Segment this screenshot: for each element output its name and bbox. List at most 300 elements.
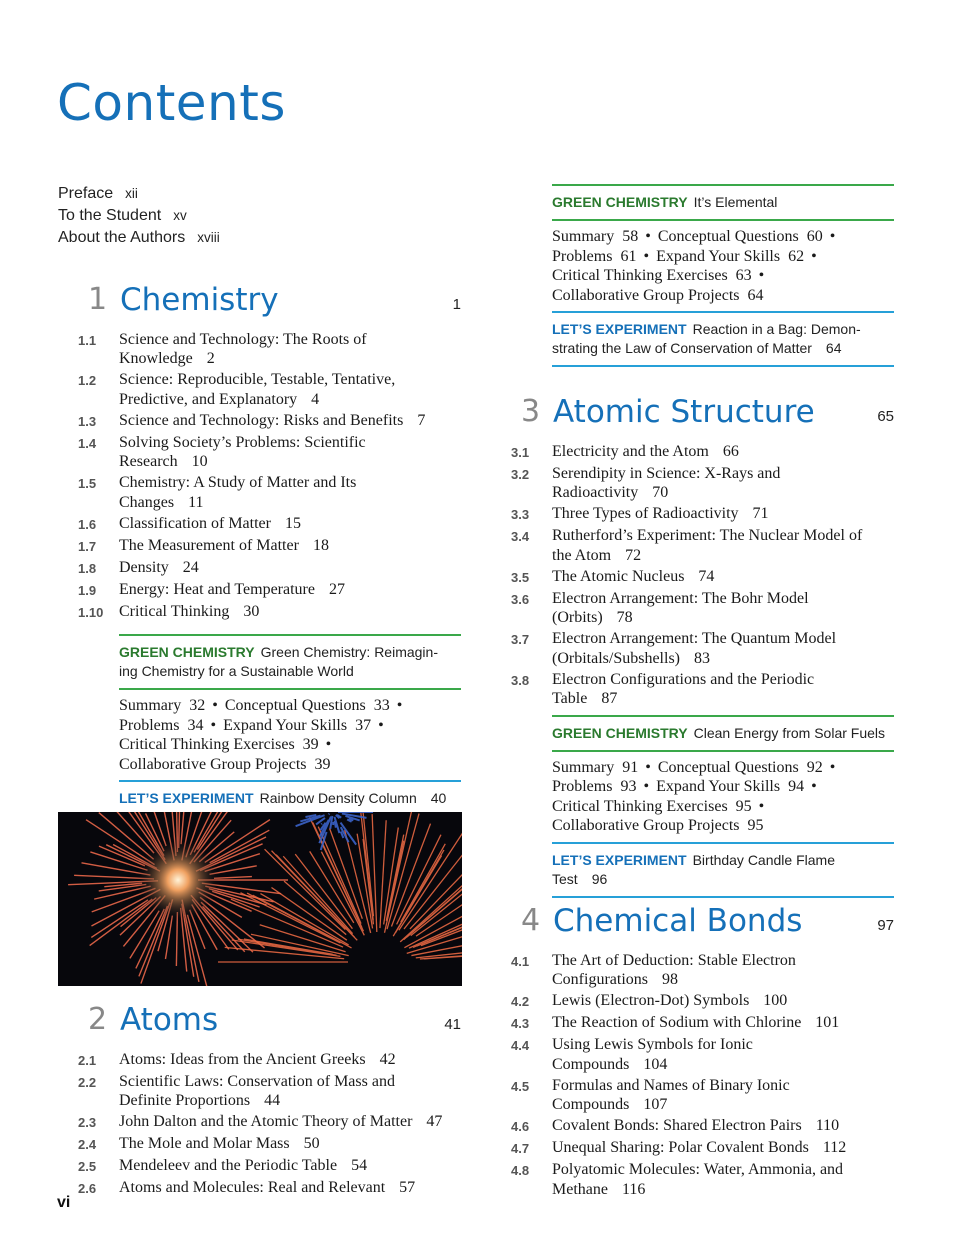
toc-section-row[interactable] bbox=[78, 1156, 461, 1177]
section-title-line: Definite Proportions bbox=[119, 1092, 251, 1109]
front-matter-item[interactable] bbox=[58, 227, 220, 249]
section-number: 1.8 bbox=[78, 560, 97, 576]
section-number: 4.1 bbox=[511, 953, 530, 969]
toc-section-row[interactable] bbox=[511, 670, 894, 709]
bullet-separator: • bbox=[758, 797, 765, 815]
chapter-title: Atomic Structure bbox=[553, 394, 815, 430]
summary-item-label[interactable]: Problems bbox=[552, 247, 613, 265]
section-title bbox=[552, 526, 894, 565]
bullet-separator: • bbox=[645, 758, 651, 776]
section-title-line: Science and Technology: The Roots of bbox=[119, 330, 367, 348]
section-page: 44 bbox=[264, 1092, 281, 1109]
section-title-line: Electricity and the Atom bbox=[552, 442, 709, 460]
chapter-number: 4 bbox=[521, 903, 541, 938]
bullet-separator: • bbox=[829, 228, 836, 245]
summary-item-page: 61 bbox=[620, 247, 637, 265]
section-title-line: Electron Arrangement: The Bohr Model bbox=[552, 589, 809, 607]
section-title bbox=[119, 1072, 461, 1111]
lets-experiment-title-line: strating the Law of Conservation of Matter bbox=[552, 340, 812, 356]
chapter-heading[interactable] bbox=[511, 394, 894, 440]
section-title-line: John Dalton and the Atomic Theory of Matter bbox=[119, 1113, 413, 1130]
toc-section-row[interactable] bbox=[511, 991, 894, 1012]
chapter-1-features bbox=[119, 634, 461, 817]
summary-item-label[interactable]: Expand Your Skills bbox=[656, 247, 781, 265]
lets-experiment-page: 40 bbox=[430, 790, 447, 806]
green-chemistry-box[interactable] bbox=[119, 634, 461, 688]
toc-section-row[interactable] bbox=[78, 580, 461, 601]
green-chemistry-box[interactable] bbox=[552, 184, 894, 219]
section-title bbox=[552, 1076, 894, 1115]
section-page: 11 bbox=[188, 493, 204, 511]
section-title-line: Energy: Heat and Temperature bbox=[119, 580, 315, 598]
section-number: 1.7 bbox=[78, 538, 97, 554]
section-title bbox=[119, 411, 461, 432]
toc-section-row[interactable] bbox=[511, 442, 894, 463]
section-page: 27 bbox=[328, 580, 345, 598]
toc-section-row[interactable] bbox=[511, 1160, 894, 1199]
section-number: 2.4 bbox=[78, 1137, 97, 1152]
section-title-line: Mendeleev and the Periodic Table bbox=[119, 1157, 338, 1174]
section-number: 4.4 bbox=[511, 1038, 530, 1053]
section-page: 4 bbox=[311, 390, 320, 408]
section-title-line: Science: Reproducible, Testable, Tentative, bbox=[119, 371, 396, 388]
section-number: 2.5 bbox=[78, 1159, 97, 1174]
chapter-3 bbox=[511, 394, 894, 898]
section-title-line: Knowledge bbox=[119, 350, 193, 367]
section-title bbox=[119, 514, 461, 535]
lets-experiment-box[interactable] bbox=[552, 842, 894, 898]
section-title bbox=[552, 589, 894, 628]
section-number: 1.5 bbox=[78, 476, 97, 491]
section-title bbox=[119, 558, 461, 579]
section-number: 3.5 bbox=[511, 569, 530, 585]
section-title-line: The Art of Deduction: Stable Electron bbox=[552, 951, 796, 969]
section-title bbox=[552, 1138, 894, 1159]
page-number: vi bbox=[57, 1194, 71, 1211]
toc-section-row[interactable] bbox=[511, 1035, 894, 1074]
lets-experiment-title-line: Reaction in a Bag: Demon- bbox=[692, 321, 861, 337]
fireworks-image bbox=[58, 812, 462, 986]
section-number: 1.1 bbox=[78, 332, 97, 348]
section-title bbox=[119, 580, 461, 601]
section-title-line: Classification of Matter bbox=[119, 514, 271, 532]
summary-line bbox=[119, 716, 461, 736]
toc-section-row[interactable] bbox=[78, 473, 461, 512]
chapter-number: 3 bbox=[521, 394, 541, 429]
section-title-line: The Atomic Nucleus bbox=[552, 567, 685, 585]
section-number: 3.6 bbox=[511, 591, 530, 607]
firework-streak bbox=[335, 821, 336, 828]
toc-section-row[interactable] bbox=[78, 514, 461, 535]
chapter-page: 1 bbox=[452, 296, 461, 313]
section-title-line: Polyatomic Molecules: Water, Ammonia, and bbox=[552, 1161, 844, 1178]
toc-section-row[interactable] bbox=[78, 411, 461, 432]
section-title-line: Radioactivity bbox=[552, 484, 639, 501]
bullet-separator: • bbox=[811, 778, 817, 795]
end-of-chapter-summary bbox=[552, 750, 894, 842]
section-title-line: Changes bbox=[119, 493, 175, 511]
chapter-heading[interactable] bbox=[78, 1002, 461, 1048]
green-chemistry-label: GREEN CHEMISTRY bbox=[119, 644, 255, 660]
summary-item-page: 91 bbox=[622, 758, 639, 776]
summary-item-label[interactable]: Critical Thinking Exercises bbox=[552, 267, 728, 284]
section-title-line: Formulas and Names of Binary Ionic bbox=[552, 1076, 790, 1094]
section-title-line: (Orbits) bbox=[552, 609, 603, 626]
section-page: 98 bbox=[662, 971, 678, 988]
toc-section-row[interactable] bbox=[511, 567, 894, 588]
section-page: 71 bbox=[752, 505, 769, 522]
section-number: 4.6 bbox=[511, 1119, 530, 1134]
section-page: 104 bbox=[643, 1055, 668, 1073]
section-page: 50 bbox=[303, 1135, 320, 1152]
section-page: 42 bbox=[379, 1050, 396, 1068]
section-title bbox=[552, 1160, 894, 1199]
section-title-line: the Atom bbox=[552, 546, 612, 564]
chapter-2 bbox=[78, 1002, 461, 1199]
toc-section-row[interactable] bbox=[78, 558, 461, 579]
summary-item-label[interactable]: Expand Your Skills bbox=[656, 778, 781, 795]
section-number: 4.7 bbox=[511, 1141, 530, 1156]
summary-line bbox=[552, 227, 894, 247]
summary-item-label[interactable]: Collaborative Group Projects bbox=[552, 286, 740, 304]
page-title: Contents bbox=[57, 74, 286, 132]
section-title-line: Lewis (Electron-Dot) Symbols bbox=[552, 992, 750, 1009]
green-chemistry-title-line: Green Chemistry: Reimagin- bbox=[260, 644, 438, 660]
section-title-line: Electron Arrangement: The Quantum Model bbox=[552, 630, 837, 647]
lets-experiment-box[interactable] bbox=[552, 311, 894, 367]
section-page: 18 bbox=[312, 536, 329, 554]
section-page: 10 bbox=[191, 453, 208, 470]
summary-line bbox=[552, 286, 894, 306]
front-matter-page: xviii bbox=[197, 230, 220, 245]
toc-section-row[interactable] bbox=[511, 589, 894, 628]
section-title-line: Serendipity in Science: X-Rays and bbox=[552, 464, 781, 482]
section-number: 3.1 bbox=[511, 444, 530, 460]
lets-experiment-title-line: Rainbow Density Column bbox=[259, 790, 417, 806]
summary-line bbox=[552, 266, 894, 286]
toc-section-row[interactable] bbox=[78, 330, 461, 369]
summary-line bbox=[119, 755, 461, 775]
section-number: 4.2 bbox=[511, 994, 530, 1009]
bullet-separator: • bbox=[325, 736, 332, 753]
section-title bbox=[119, 536, 461, 557]
summary-item-page: 95 bbox=[747, 817, 764, 834]
section-title-line: Using Lewis Symbols for Ionic bbox=[552, 1036, 753, 1053]
summary-item-page: 33 bbox=[373, 697, 390, 714]
summary-item-label[interactable]: Conceptual Questions bbox=[657, 228, 799, 245]
summary-item-page: 60 bbox=[806, 228, 823, 245]
summary-item-label[interactable]: Problems bbox=[119, 716, 180, 734]
section-page: 70 bbox=[652, 484, 669, 501]
section-page: 101 bbox=[815, 1014, 840, 1031]
summary-item-label[interactable]: Expand Your Skills bbox=[223, 716, 348, 734]
bullet-separator: • bbox=[643, 778, 650, 795]
section-title bbox=[552, 464, 894, 503]
bullet-separator: • bbox=[210, 716, 217, 734]
bullet-separator: • bbox=[212, 697, 218, 714]
summary-item-label[interactable]: Critical Thinking Exercises bbox=[119, 736, 295, 753]
section-page: 57 bbox=[399, 1179, 416, 1196]
summary-line bbox=[552, 797, 894, 817]
section-title-line: Atoms: Ideas from the Ancient Greeks bbox=[119, 1050, 366, 1068]
summary-item-label[interactable]: Conceptual Questions bbox=[224, 697, 366, 714]
front-matter-label: Preface bbox=[58, 185, 114, 202]
summary-line bbox=[552, 758, 894, 778]
summary-item-label[interactable]: Summary bbox=[552, 758, 615, 776]
toc-section-row[interactable] bbox=[78, 536, 461, 557]
chapter-page: 97 bbox=[877, 917, 894, 934]
section-title-line: The Reaction of Sodium with Chlorine bbox=[552, 1014, 802, 1031]
chapter-number: 2 bbox=[88, 1002, 108, 1037]
front-matter bbox=[58, 183, 220, 249]
section-title bbox=[119, 370, 461, 409]
section-title bbox=[552, 1116, 894, 1137]
chapter-title: Chemistry bbox=[120, 282, 279, 318]
toc-section-row[interactable] bbox=[511, 526, 894, 565]
toc-section-row[interactable] bbox=[78, 1134, 461, 1155]
toc-section-row[interactable] bbox=[78, 602, 461, 623]
section-title bbox=[119, 1178, 461, 1199]
bullet-separator: • bbox=[829, 758, 836, 776]
section-number: 4.8 bbox=[511, 1163, 530, 1178]
section-number: 3.8 bbox=[511, 672, 530, 688]
chapter-page: 65 bbox=[877, 408, 894, 425]
section-title bbox=[119, 1156, 461, 1177]
section-title-line: Table bbox=[552, 690, 588, 707]
section-number: 4.3 bbox=[511, 1016, 530, 1031]
section-title bbox=[552, 504, 894, 525]
summary-item-page: 63 bbox=[735, 267, 752, 284]
green-chemistry-title-line: Clean Energy from Solar Fuels bbox=[693, 724, 886, 741]
chapter-3-features bbox=[552, 715, 894, 898]
toc-section-row[interactable] bbox=[78, 1050, 461, 1071]
section-page: 100 bbox=[763, 992, 788, 1009]
chapter-heading[interactable] bbox=[78, 282, 461, 328]
section-title bbox=[119, 473, 461, 512]
chapter-1 bbox=[78, 282, 461, 817]
summary-item-label[interactable]: Problems bbox=[552, 778, 613, 795]
section-number: 2.6 bbox=[78, 1181, 97, 1196]
bullet-separator: • bbox=[645, 228, 651, 245]
section-page: 7 bbox=[417, 411, 426, 429]
summary-item-page: 34 bbox=[187, 716, 204, 734]
section-title-line: Rutherford’s Experiment: The Nuclear Model of bbox=[552, 527, 863, 544]
front-matter-item[interactable] bbox=[58, 205, 220, 227]
toc-section-row[interactable] bbox=[78, 1072, 461, 1111]
toc-section-row[interactable] bbox=[511, 1138, 894, 1159]
summary-item-page: 95 bbox=[735, 797, 752, 815]
summary-item-page: 39 bbox=[314, 755, 331, 773]
section-title bbox=[552, 1013, 894, 1034]
summary-line bbox=[119, 735, 461, 755]
section-number: 1.3 bbox=[78, 413, 97, 429]
lets-experiment-page: 64 bbox=[825, 340, 842, 356]
toc-section-row[interactable] bbox=[511, 629, 894, 668]
section-number: 1.10 bbox=[78, 604, 104, 620]
green-chemistry-title-line: It’s Elemental bbox=[693, 194, 778, 210]
chapter-page: 41 bbox=[444, 1016, 461, 1033]
front-matter-item[interactable] bbox=[58, 183, 220, 205]
section-title-line: The Measurement of Matter bbox=[119, 536, 299, 554]
summary-item-page: 58 bbox=[622, 228, 639, 245]
section-page: 74 bbox=[698, 567, 715, 585]
toc-section-row[interactable] bbox=[511, 1116, 894, 1137]
section-title bbox=[119, 1050, 461, 1071]
section-title-line: The Mole and Molar Mass bbox=[119, 1135, 290, 1152]
section-title-line: Methane bbox=[552, 1180, 608, 1198]
section-title-line: Compounds bbox=[552, 1096, 630, 1113]
section-page: 72 bbox=[625, 546, 642, 564]
green-chemistry-label: GREEN CHEMISTRY bbox=[552, 194, 688, 210]
section-number: 3.2 bbox=[511, 466, 530, 482]
front-matter-page: xii bbox=[125, 186, 138, 201]
section-title-line: Research bbox=[119, 453, 178, 470]
chapter-4 bbox=[511, 903, 894, 1199]
section-number: 2.1 bbox=[78, 1052, 97, 1068]
green-chemistry-title-line: ing Chemistry for a Sustainable World bbox=[119, 663, 354, 679]
chapter-title: Chemical Bonds bbox=[553, 903, 803, 939]
section-number: 2.3 bbox=[78, 1115, 97, 1130]
section-page: 110 bbox=[815, 1117, 840, 1134]
section-title-line: Science and Technology: Risks and Benefits bbox=[119, 411, 404, 429]
summary-item-label[interactable]: Critical Thinking Exercises bbox=[552, 797, 728, 815]
section-number: 3.3 bbox=[511, 507, 530, 522]
front-matter-label: About the Authors bbox=[58, 229, 186, 246]
toc-section-row[interactable] bbox=[511, 1013, 894, 1034]
summary-item-page: 62 bbox=[788, 247, 805, 265]
section-title-line: Critical Thinking bbox=[119, 602, 230, 620]
summary-item-label[interactable]: Collaborative Group Projects bbox=[119, 755, 307, 773]
toc-section-row[interactable] bbox=[78, 433, 461, 472]
toc-section-row[interactable] bbox=[511, 504, 894, 525]
section-title-line: Unequal Sharing: Polar Covalent Bonds bbox=[552, 1139, 809, 1156]
section-number: 1.9 bbox=[78, 582, 97, 598]
section-number: 1.6 bbox=[78, 516, 97, 532]
section-page: 30 bbox=[243, 602, 260, 620]
lets-experiment-label: LET’S EXPERIMENT bbox=[119, 790, 254, 806]
section-page: 87 bbox=[601, 690, 618, 707]
summary-item-page: 64 bbox=[747, 286, 764, 304]
summary-item-label[interactable]: Summary bbox=[119, 697, 182, 714]
summary-item-page: 93 bbox=[620, 778, 637, 795]
summary-line bbox=[552, 247, 894, 267]
section-title-line: Electron Configurations and the Periodic bbox=[552, 670, 815, 688]
section-title bbox=[552, 442, 894, 463]
section-title-line: Three Types of Radioactivity bbox=[552, 505, 739, 522]
end-of-chapter-summary bbox=[119, 688, 461, 780]
section-title-line: Density bbox=[119, 558, 169, 576]
section-title-line: Chemistry: A Study of Matter and Its bbox=[119, 474, 357, 491]
chapter-heading[interactable] bbox=[511, 903, 894, 949]
green-chemistry-label: GREEN CHEMISTRY bbox=[552, 724, 688, 741]
chapter-2-continued bbox=[552, 176, 894, 367]
section-title bbox=[119, 330, 461, 369]
section-title bbox=[552, 629, 894, 668]
section-title bbox=[552, 670, 894, 709]
firework-streak bbox=[321, 824, 322, 825]
section-title bbox=[552, 567, 894, 588]
section-title-line: Configurations bbox=[552, 971, 648, 988]
toc-section-row[interactable] bbox=[511, 464, 894, 503]
summary-item-label[interactable]: Summary bbox=[552, 228, 615, 245]
section-page: 83 bbox=[694, 649, 710, 667]
summary-item-page: 92 bbox=[806, 758, 823, 776]
summary-line bbox=[552, 816, 894, 836]
section-title bbox=[552, 991, 894, 1012]
lets-experiment-page: 96 bbox=[591, 870, 608, 887]
section-title bbox=[119, 1134, 461, 1155]
summary-item-label[interactable]: Conceptual Questions bbox=[657, 758, 799, 776]
section-title-line: Compounds bbox=[552, 1055, 630, 1073]
section-number: 1.4 bbox=[78, 435, 97, 451]
toc-section-row[interactable] bbox=[78, 370, 461, 409]
end-of-chapter-summary bbox=[552, 219, 894, 311]
section-title-line: Predictive, and Explanatory bbox=[119, 390, 298, 408]
section-title-line: Solving Society’s Problems: Scientific bbox=[119, 433, 366, 451]
section-title bbox=[119, 433, 461, 472]
section-page: 47 bbox=[426, 1113, 443, 1130]
section-title-line: Scientific Laws: Conservation of Mass and bbox=[119, 1072, 395, 1090]
section-page: 2 bbox=[206, 350, 215, 367]
section-title bbox=[552, 951, 894, 990]
lets-experiment-title-line: Test bbox=[552, 870, 578, 887]
section-page: 78 bbox=[616, 609, 633, 626]
section-number: 3.7 bbox=[511, 632, 530, 647]
section-page: 107 bbox=[643, 1096, 668, 1113]
summary-item-page: 39 bbox=[302, 736, 319, 753]
front-matter-label: To the Student bbox=[58, 207, 162, 224]
summary-line bbox=[119, 696, 461, 716]
section-title-line: (Orbitals/Subshells) bbox=[552, 649, 680, 667]
section-number: 4.5 bbox=[511, 1078, 530, 1094]
section-title bbox=[552, 1035, 894, 1074]
bullet-separator: • bbox=[378, 716, 384, 734]
lets-experiment-title-line: Birthday Candle Flame bbox=[692, 851, 835, 868]
green-chemistry-box[interactable] bbox=[552, 715, 894, 750]
chapter-title: Atoms bbox=[120, 1002, 219, 1038]
section-title-line: Covalent Bonds: Shared Electron Pairs bbox=[552, 1117, 802, 1134]
front-matter-page: xv bbox=[173, 208, 187, 223]
toc-section-row[interactable] bbox=[78, 1112, 461, 1133]
toc-section-row[interactable] bbox=[511, 951, 894, 990]
summary-item-page: 32 bbox=[189, 697, 206, 714]
summary-item-page: 37 bbox=[355, 716, 372, 734]
lets-experiment-label: LET’S EXPERIMENT bbox=[552, 321, 687, 337]
bullet-separator: • bbox=[811, 247, 817, 265]
bullet-separator: • bbox=[396, 697, 403, 714]
section-title-line: Atoms and Molecules: Real and Relevant bbox=[119, 1179, 386, 1196]
section-number: 1.2 bbox=[78, 373, 97, 388]
bullet-separator: • bbox=[643, 247, 650, 265]
bullet-separator: • bbox=[758, 267, 765, 284]
summary-item-label[interactable]: Collaborative Group Projects bbox=[552, 817, 740, 834]
lets-experiment-label: LET’S EXPERIMENT bbox=[552, 851, 687, 868]
section-page: 24 bbox=[182, 558, 199, 576]
summary-item-page: 94 bbox=[788, 778, 805, 795]
fireworks-photo bbox=[58, 812, 462, 986]
section-title bbox=[119, 602, 461, 623]
section-page: 15 bbox=[284, 514, 301, 532]
toc-section-row[interactable] bbox=[78, 1178, 461, 1199]
chapter-number: 1 bbox=[88, 282, 108, 317]
section-number: 3.4 bbox=[511, 529, 530, 544]
section-number: 2.2 bbox=[78, 1074, 97, 1090]
summary-line bbox=[552, 777, 894, 797]
section-page: 66 bbox=[722, 442, 739, 460]
section-page: 116 bbox=[621, 1180, 646, 1198]
toc-section-row[interactable] bbox=[511, 1076, 894, 1115]
section-page: 54 bbox=[351, 1157, 368, 1174]
